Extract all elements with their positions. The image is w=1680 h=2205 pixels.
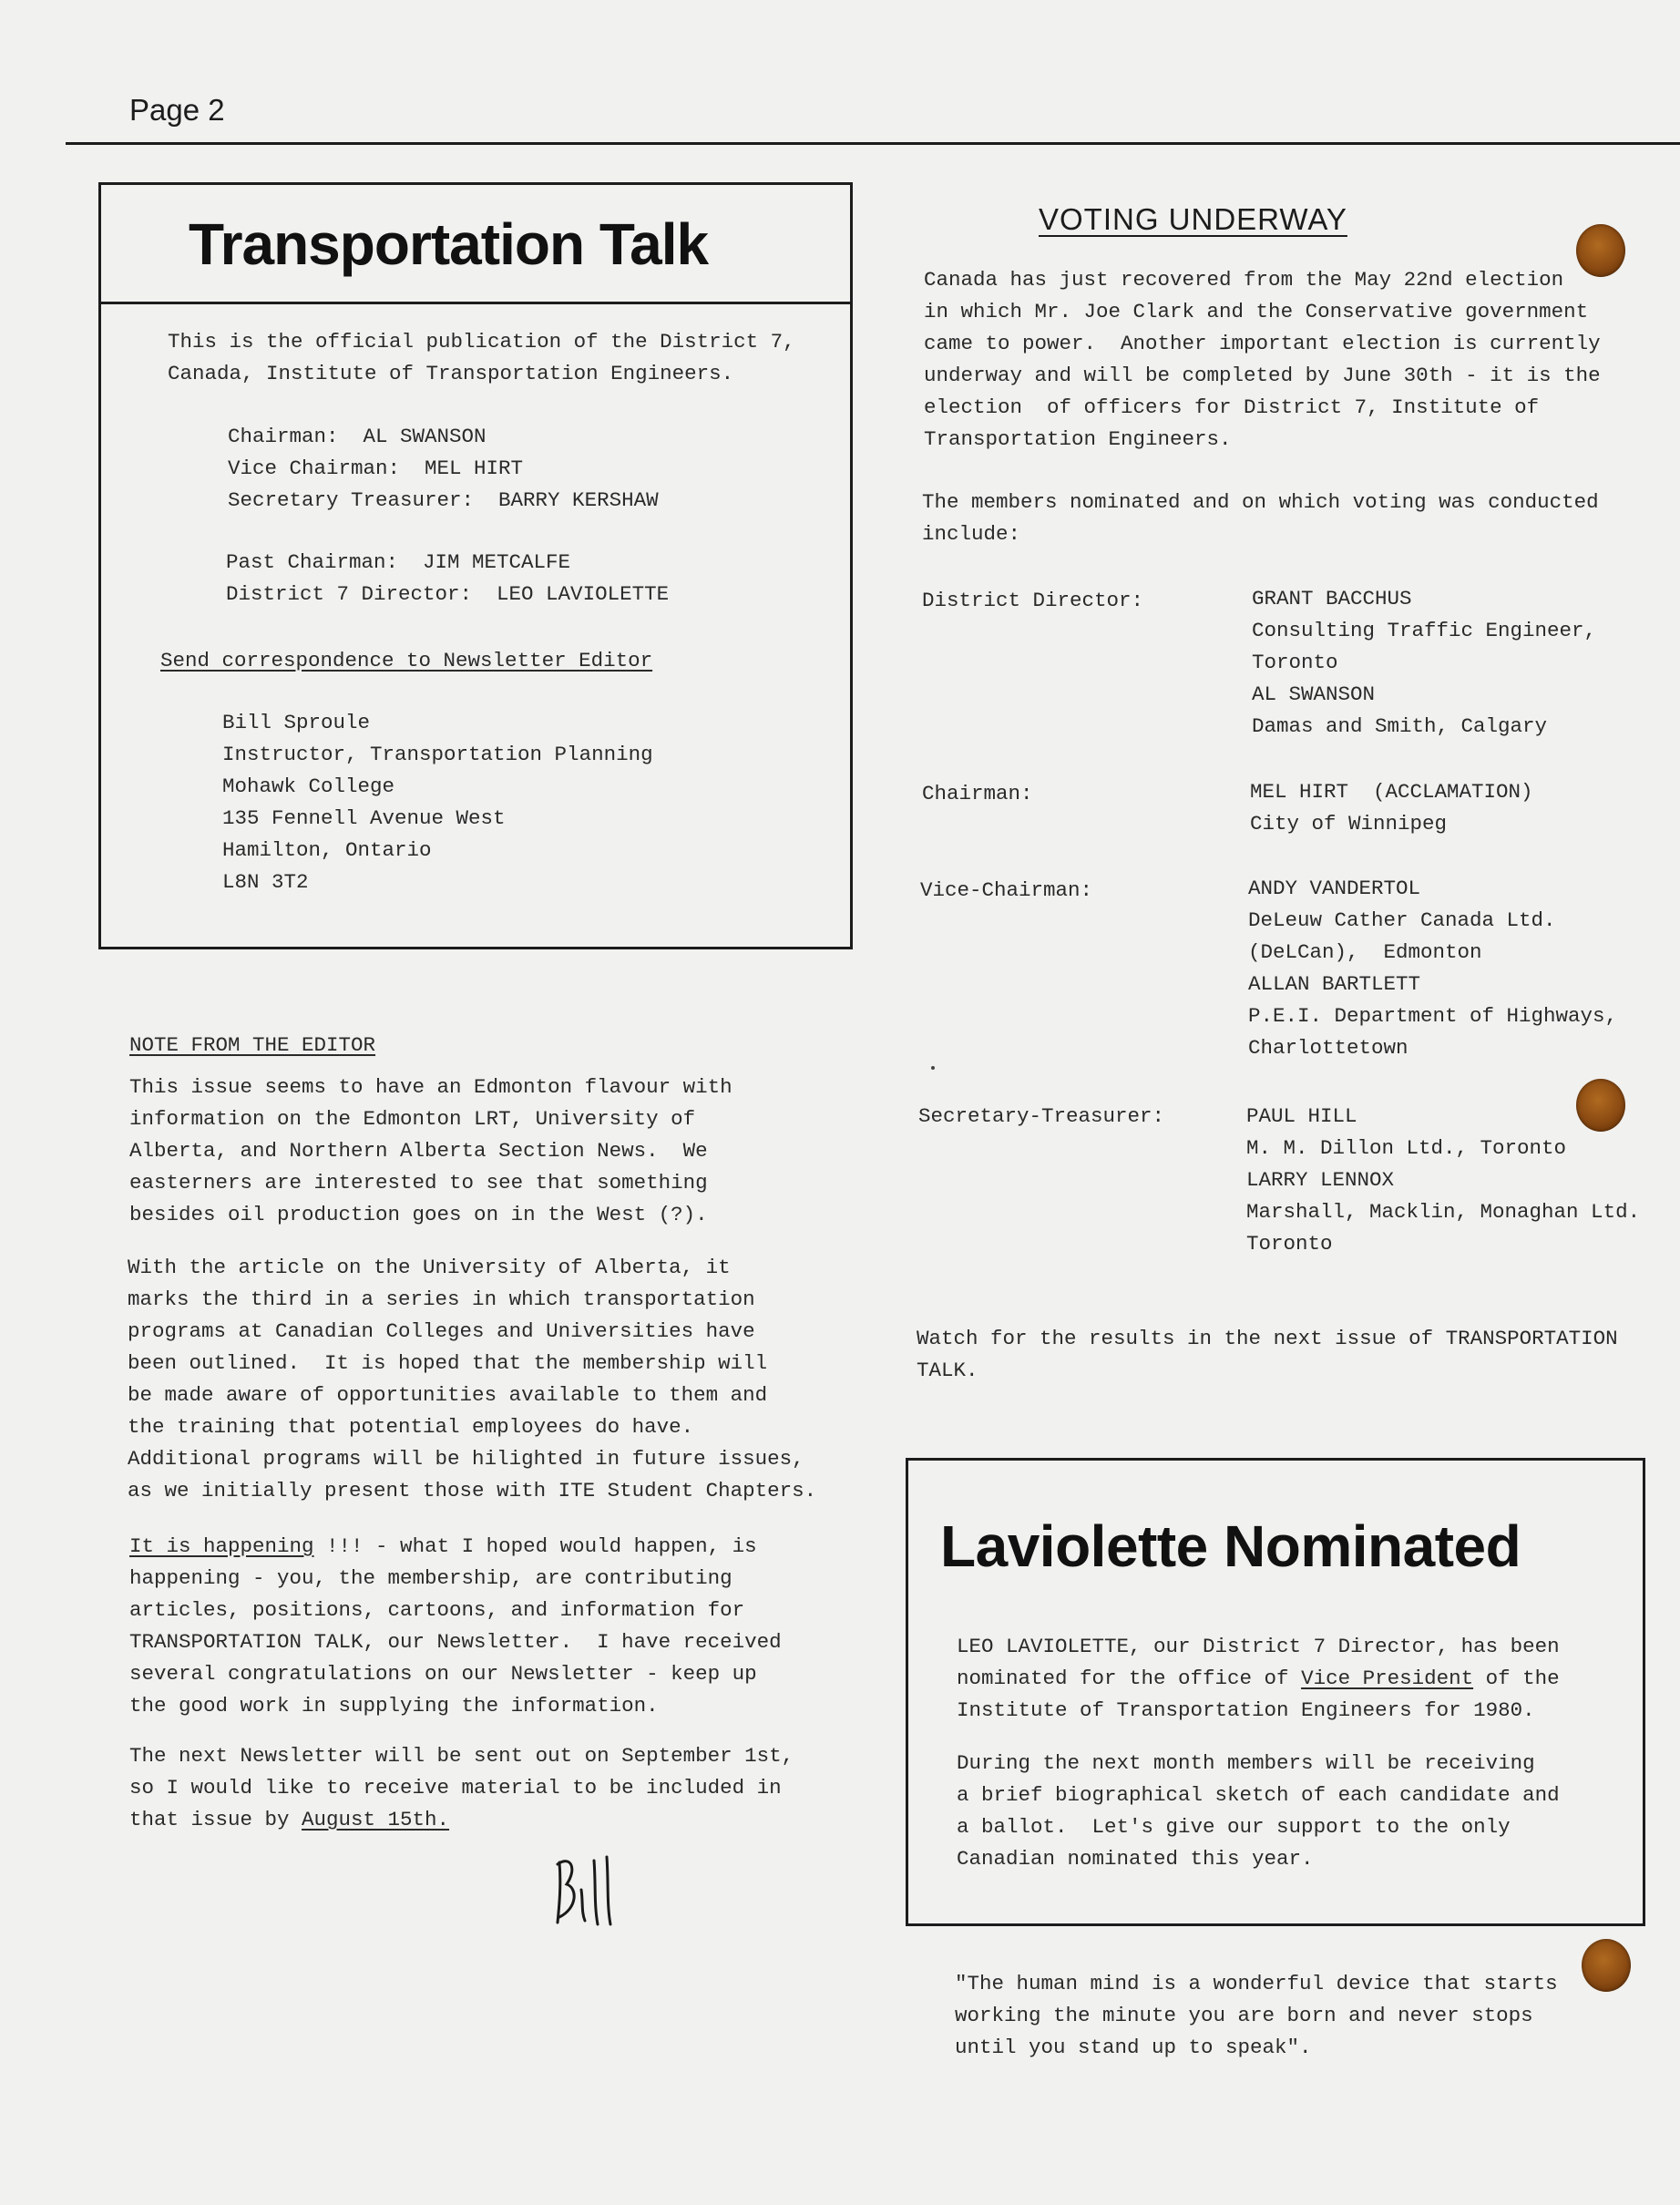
nominee-line: Toronto bbox=[1246, 1232, 1333, 1256]
nominee-line: M. M. Dillon Ltd., Toronto bbox=[1246, 1136, 1567, 1160]
binder-hole bbox=[1576, 1079, 1625, 1132]
officer-vice-chairman: Vice Chairman: MEL HIRT bbox=[228, 456, 524, 480]
paragraph-text: !!! - what I hoped would happen, is bbox=[313, 1534, 757, 1558]
nominee-line: LARRY LENNOX bbox=[1246, 1168, 1395, 1192]
intro-line: This is the official publication of the District 7, bbox=[168, 330, 795, 354]
officer-district-director: District 7 Director: LEO LAVIOLETTE bbox=[226, 582, 670, 606]
address-line: 135 Fennell Avenue West bbox=[222, 806, 506, 830]
paragraph-line: Institute of Transportation Engineers for 1980. bbox=[957, 1698, 1535, 1722]
paragraph-line: TALK. bbox=[917, 1359, 978, 1382]
paragraph-line: a ballot. Let's give our support to the only bbox=[957, 1815, 1511, 1839]
paragraph-line bbox=[957, 1663, 1560, 1695]
closing-quote bbox=[955, 1968, 1558, 2064]
paragraph-text: of the bbox=[1473, 1667, 1560, 1690]
nominee-line: Charlottetown bbox=[1248, 1036, 1409, 1060]
nominee-line: Consulting Traffic Engineer, bbox=[1252, 619, 1597, 642]
paragraph-line: During the next month members will be receiving bbox=[957, 1751, 1535, 1775]
address-line: Mohawk College bbox=[222, 774, 395, 798]
nominee-line: DeLeuw Cather Canada Ltd. bbox=[1248, 908, 1556, 932]
editor-note-paragraph-4 bbox=[129, 1740, 794, 1836]
masthead-title: Transportation Talk bbox=[189, 211, 709, 277]
paragraph-line: TRANSPORTATION TALK, our Newsletter. I have received bbox=[129, 1630, 782, 1654]
nominee-line: AL SWANSON bbox=[1252, 682, 1376, 706]
paragraph-text: that issue by bbox=[129, 1808, 302, 1831]
nominee-line: ANDY VANDERTOL bbox=[1248, 877, 1421, 900]
nominee-line: Damas and Smith, Calgary bbox=[1252, 714, 1548, 738]
paragraph-line bbox=[129, 1804, 794, 1836]
paragraph-line: underway and will be completed by June 30th - it is the bbox=[924, 364, 1601, 387]
nominee-line: City of Winnipeg bbox=[1250, 812, 1448, 836]
paragraph-line: LEO LAVIOLETTE, our District 7 Director, has been bbox=[957, 1635, 1560, 1658]
paragraph-line bbox=[129, 1531, 782, 1563]
quote-line: "The human mind is a wonderful device that starts bbox=[955, 1972, 1558, 1995]
paragraph-line: the training that potential employees do have. bbox=[128, 1415, 694, 1439]
paragraph-line: Additional programs will be hilighted in future issues, bbox=[128, 1447, 804, 1471]
intro-line: Canada, Institute of Transportation Engineers. bbox=[168, 362, 734, 385]
editor-address bbox=[222, 707, 653, 898]
binder-hole bbox=[1576, 224, 1625, 277]
nominees-district-director bbox=[1252, 583, 1596, 743]
correspondence-heading: Send correspondence to Newsletter Editor bbox=[160, 649, 653, 672]
paragraph-line: happening - you, the membership, are contributing bbox=[129, 1566, 732, 1590]
nominee-line: (DeLCan), Edmonton bbox=[1248, 940, 1482, 964]
address-line: Instructor, Transportation Planning bbox=[222, 743, 653, 766]
voting-title: VOTING UNDERWAY bbox=[1039, 202, 1347, 236]
paragraph-line: a brief biographical sketch of each candidate and bbox=[957, 1783, 1560, 1807]
paragraph-line: easterners are interested to see that something bbox=[129, 1171, 708, 1195]
quote-line: working the minute you are born and never stops bbox=[955, 2004, 1533, 2027]
deadline-date: August 15th. bbox=[302, 1808, 450, 1831]
paragraph-line: Alberta, and Northern Alberta Section News. We bbox=[129, 1139, 708, 1163]
quote-line: until you stand up to speak". bbox=[955, 2036, 1312, 2059]
nominees-chairman bbox=[1250, 776, 1533, 840]
laviolette-paragraph-2 bbox=[957, 1748, 1560, 1875]
role-secretary-treasurer: Secretary-Treasurer: bbox=[918, 1104, 1165, 1128]
paragraph-line: With the article on the University of Alberta, it bbox=[128, 1256, 731, 1279]
paragraph-line: programs at Canadian Colleges and Universities have bbox=[128, 1319, 755, 1343]
paragraph-line: articles, positions, cartoons, and information for bbox=[129, 1598, 745, 1622]
paragraph-line: been outlined. It is hoped that the membership will bbox=[128, 1351, 768, 1375]
paragraph-line: Transportation Engineers. bbox=[924, 427, 1232, 451]
binder-hole bbox=[1582, 1939, 1631, 1992]
past-officers-list bbox=[226, 547, 669, 610]
nominee-line: Toronto bbox=[1252, 651, 1338, 674]
address-line: Bill Sproule bbox=[222, 711, 371, 734]
paragraph-line: in which Mr. Joe Clark and the Conservative government bbox=[924, 300, 1589, 323]
nominee-line: Marshall, Macklin, Monaghan Ltd. bbox=[1246, 1200, 1641, 1224]
paragraph-line: came to power. Another important election is currently bbox=[924, 332, 1601, 355]
laviolette-paragraph-1 bbox=[957, 1631, 1560, 1727]
paragraph-line: information on the Edmonton LRT, University of bbox=[129, 1107, 696, 1131]
editor-note-paragraph-1 bbox=[129, 1072, 732, 1231]
nominees-vice-chairman bbox=[1248, 873, 1617, 1064]
paragraph-line: marks the third in a series in which transportation bbox=[128, 1287, 755, 1311]
paragraph-line: The members nominated and on which voting was conducted bbox=[922, 490, 1599, 514]
watch-for-results bbox=[917, 1323, 1618, 1387]
paragraph-line: besides oil production goes on in the West (?). bbox=[129, 1203, 708, 1226]
paragraph-line: Watch for the results in the next issue of TRANSPORTATION bbox=[917, 1327, 1618, 1350]
laviolette-title: Laviolette Nominated bbox=[940, 1513, 1521, 1579]
editor-signature bbox=[550, 1848, 623, 1930]
nominee-line: ALLAN BARTLETT bbox=[1248, 972, 1421, 996]
it-is-happening-emphasis: It is happening bbox=[129, 1534, 314, 1558]
officer-secretary-treasurer: Secretary Treasurer: BARRY KERSHAW bbox=[228, 488, 659, 512]
stray-mark bbox=[931, 1066, 935, 1070]
nominees-secretary-treasurer bbox=[1246, 1101, 1640, 1260]
paragraph-line: The next Newsletter will be sent out on September 1st, bbox=[129, 1744, 794, 1768]
paragraph-text: nominated for the office of bbox=[957, 1667, 1302, 1690]
address-line: Hamilton, Ontario bbox=[222, 838, 432, 862]
paragraph-line: Canada has just recovered from the May 22nd election bbox=[924, 268, 1564, 292]
nominee-line: P.E.I. Department of Highways, bbox=[1248, 1004, 1618, 1028]
role-district-director: District Director: bbox=[922, 589, 1144, 612]
header-rule bbox=[66, 142, 1680, 145]
paragraph-line: be made aware of opportunities available to them and bbox=[128, 1383, 768, 1407]
officer-past-chairman: Past Chairman: JIM METCALFE bbox=[226, 550, 571, 574]
paragraph-line: several congratulations on our Newsletter - keep up bbox=[129, 1662, 757, 1686]
voting-paragraph-1 bbox=[924, 264, 1601, 456]
paragraph-line: the good work in supplying the information. bbox=[129, 1694, 659, 1718]
officers-list bbox=[228, 421, 659, 517]
editor-note-heading: NOTE FROM THE EDITOR bbox=[129, 1033, 376, 1057]
address-line: L8N 3T2 bbox=[222, 870, 309, 894]
nominee-line: MEL HIRT (ACCLAMATION) bbox=[1250, 780, 1533, 804]
paragraph-line: This issue seems to have an Edmonton flavour with bbox=[129, 1075, 732, 1099]
page-number: Page 2 bbox=[129, 93, 225, 127]
publication-intro bbox=[168, 326, 795, 390]
masthead-title-frame bbox=[101, 185, 850, 304]
editor-note-paragraph-3 bbox=[129, 1531, 782, 1722]
editor-note-paragraph-2 bbox=[128, 1252, 816, 1507]
paragraph-line: election of officers for District 7, Institute of bbox=[924, 395, 1540, 419]
role-vice-chairman: Vice-Chairman: bbox=[920, 878, 1093, 902]
paragraph-line: as we initially present those with ITE Student Chapters. bbox=[128, 1479, 817, 1502]
vice-president-emphasis: Vice President bbox=[1301, 1667, 1474, 1690]
paragraph-line: include: bbox=[922, 522, 1021, 546]
paragraph-line: so I would like to receive material to be included in bbox=[129, 1776, 782, 1800]
nominee-line: GRANT BACCHUS bbox=[1252, 587, 1412, 610]
officer-chairman: Chairman: AL SWANSON bbox=[228, 425, 487, 448]
role-chairman: Chairman: bbox=[922, 782, 1033, 805]
voting-paragraph-2 bbox=[922, 487, 1599, 550]
paragraph-line: Canadian nominated this year. bbox=[957, 1847, 1314, 1871]
nominee-line: PAUL HILL bbox=[1246, 1104, 1357, 1128]
